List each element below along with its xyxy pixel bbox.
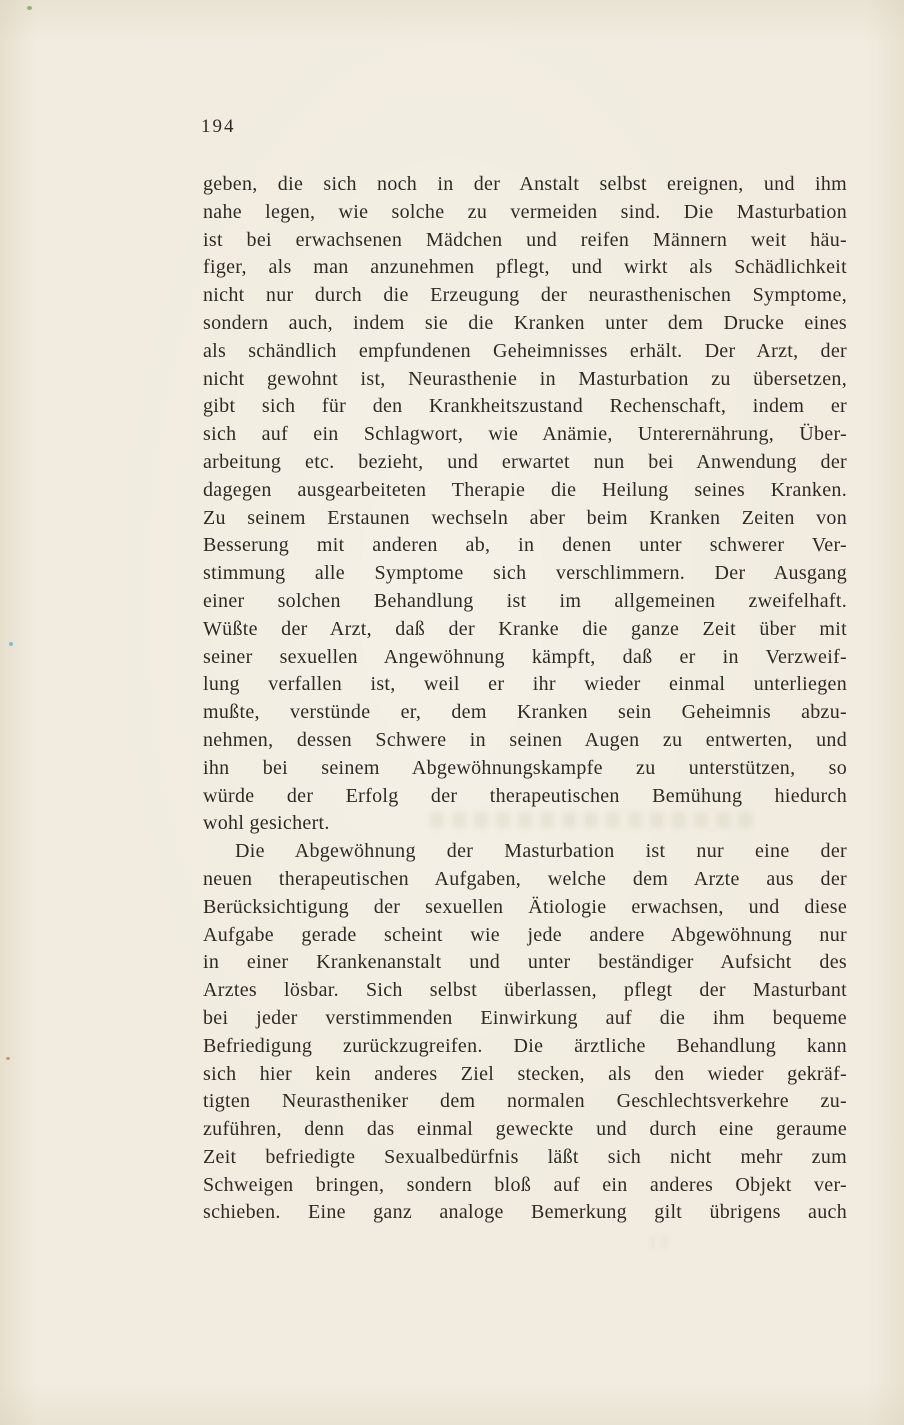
text-line: Zeit befriedigte Sexualbedürfnis läßt sich nicht mehr zum (203, 1145, 847, 1168)
text-line: in einer Krankenanstalt und unter beständiger Aufsicht des (203, 951, 847, 974)
text-line: stimmung alle Symptome sich verschlimmern. Der Ausgang (203, 562, 847, 585)
text-line: lung verfallen ist, weil er ihr wieder einmal unterliegen (203, 673, 847, 696)
text-line: nehmen, dessen Schwere in seinen Augen zu entwerten, und (203, 728, 847, 751)
text-line: Befriedigung zurückzugreifen. Die ärztliche Behandlung kann (203, 1034, 847, 1057)
text-line: ihn bei seinem Abgewöhnungskampfe zu unterstützen, so (203, 756, 847, 779)
text-line: figer, als man anzunehmen pflegt, und wirkt als Schädlichkeit (203, 256, 847, 279)
text-line: bei jeder verstimmenden Einwirkung auf die ihm bequeme (203, 1006, 847, 1029)
text-line: seiner sexuellen Angewöhnung kämpft, daß er in Verzweif- (203, 645, 847, 668)
text-line: nicht nur durch die Erzeugung der neurasthenischen Symptome, (203, 284, 847, 307)
text-line: dagegen ausgearbeiteten Therapie die Heilung seines Kranken. (203, 478, 847, 501)
page-number: 194 (201, 116, 236, 137)
text-line: schieben. Eine ganz analoge Bemerkung gilt übrigens auch (203, 1201, 847, 1224)
text-line: sich hier kein anderes Ziel stecken, als den wieder gekräf- (203, 1062, 847, 1085)
text-line: einer solchen Behandlung ist im allgemeinen zweifelhaft. (203, 589, 847, 612)
text-line: Zu seinem Erstaunen wechseln aber beim Kranken Zeiten von (203, 506, 847, 529)
text-line: tigten Neurastheniker dem normalen Geschlechtsverkehre zu- (203, 1090, 847, 1113)
text-line: wohl gesichert. (203, 812, 330, 835)
text-line: neuen therapeutischen Aufgaben, welche dem Arzte aus der (203, 867, 847, 890)
sheet-mark-artifact: 13 (648, 1232, 670, 1252)
text-line: Arztes lösbar. Sich selbst überlassen, pflegt der Masturbant (203, 979, 847, 1002)
text-line: Wüßte der Arzt, daß der Kranke die ganze Zeit über mit (203, 617, 847, 640)
text-block (203, 171, 847, 1227)
text-line: geben, die sich noch in der Anstalt selbst ereignen, und ihm (203, 173, 847, 195)
paragraph (203, 171, 847, 838)
text-line: sondern auch, indem sie die Kranken unter dem Drucke eines (203, 311, 847, 334)
text-line: Berücksichtigung der sexuellen Ätiologie erwachsen, und diese (203, 895, 847, 918)
text-line: Die Abgewöhnung der Masturbation ist nur eine der (235, 840, 847, 863)
text-line: arbeitung etc. bezieht, und erwartet nun bei Anwendung der (203, 450, 847, 473)
paragraph (203, 838, 847, 1227)
text-line: Schweigen bringen, sondern bloß auf ein anderes Objekt ver- (203, 1173, 847, 1196)
text-line: Aufgabe gerade scheint wie jede andere Abgewöhnung nur (203, 923, 847, 946)
text-line: nicht gewohnt ist, Neurasthenie in Masturbation zu übersetzen, (203, 367, 847, 390)
text-line: gibt sich für den Krankheitszustand Rechenschaft, indem er (203, 395, 847, 418)
text-line: als schändlich empfundenen Geheimnisses erhält. Der Arzt, der (203, 339, 847, 362)
text-line: zuführen, denn das einmal geweckte und durch eine geraume (203, 1118, 847, 1141)
scan-speck (9, 642, 13, 646)
text-line: sich auf ein Schlagwort, wie Anämie, Unterernährung, Über- (203, 423, 847, 446)
text-line: nahe legen, wie solche zu vermeiden sind. Die Masturbation (203, 200, 847, 223)
scan-speck (27, 6, 32, 10)
scan-speck (6, 1057, 10, 1060)
text-line: mußte, verstünde er, dem Kranken sein Geheimnis abzu- (203, 701, 847, 724)
text-line: würde der Erfolg der therapeutischen Bemühung hiedurch (203, 784, 847, 807)
text-line: Besserung mit anderen ab, in denen unter schwerer Ver- (203, 534, 847, 557)
text-line: ist bei erwachsenen Mädchen und reifen Männern weit häu- (203, 228, 847, 251)
